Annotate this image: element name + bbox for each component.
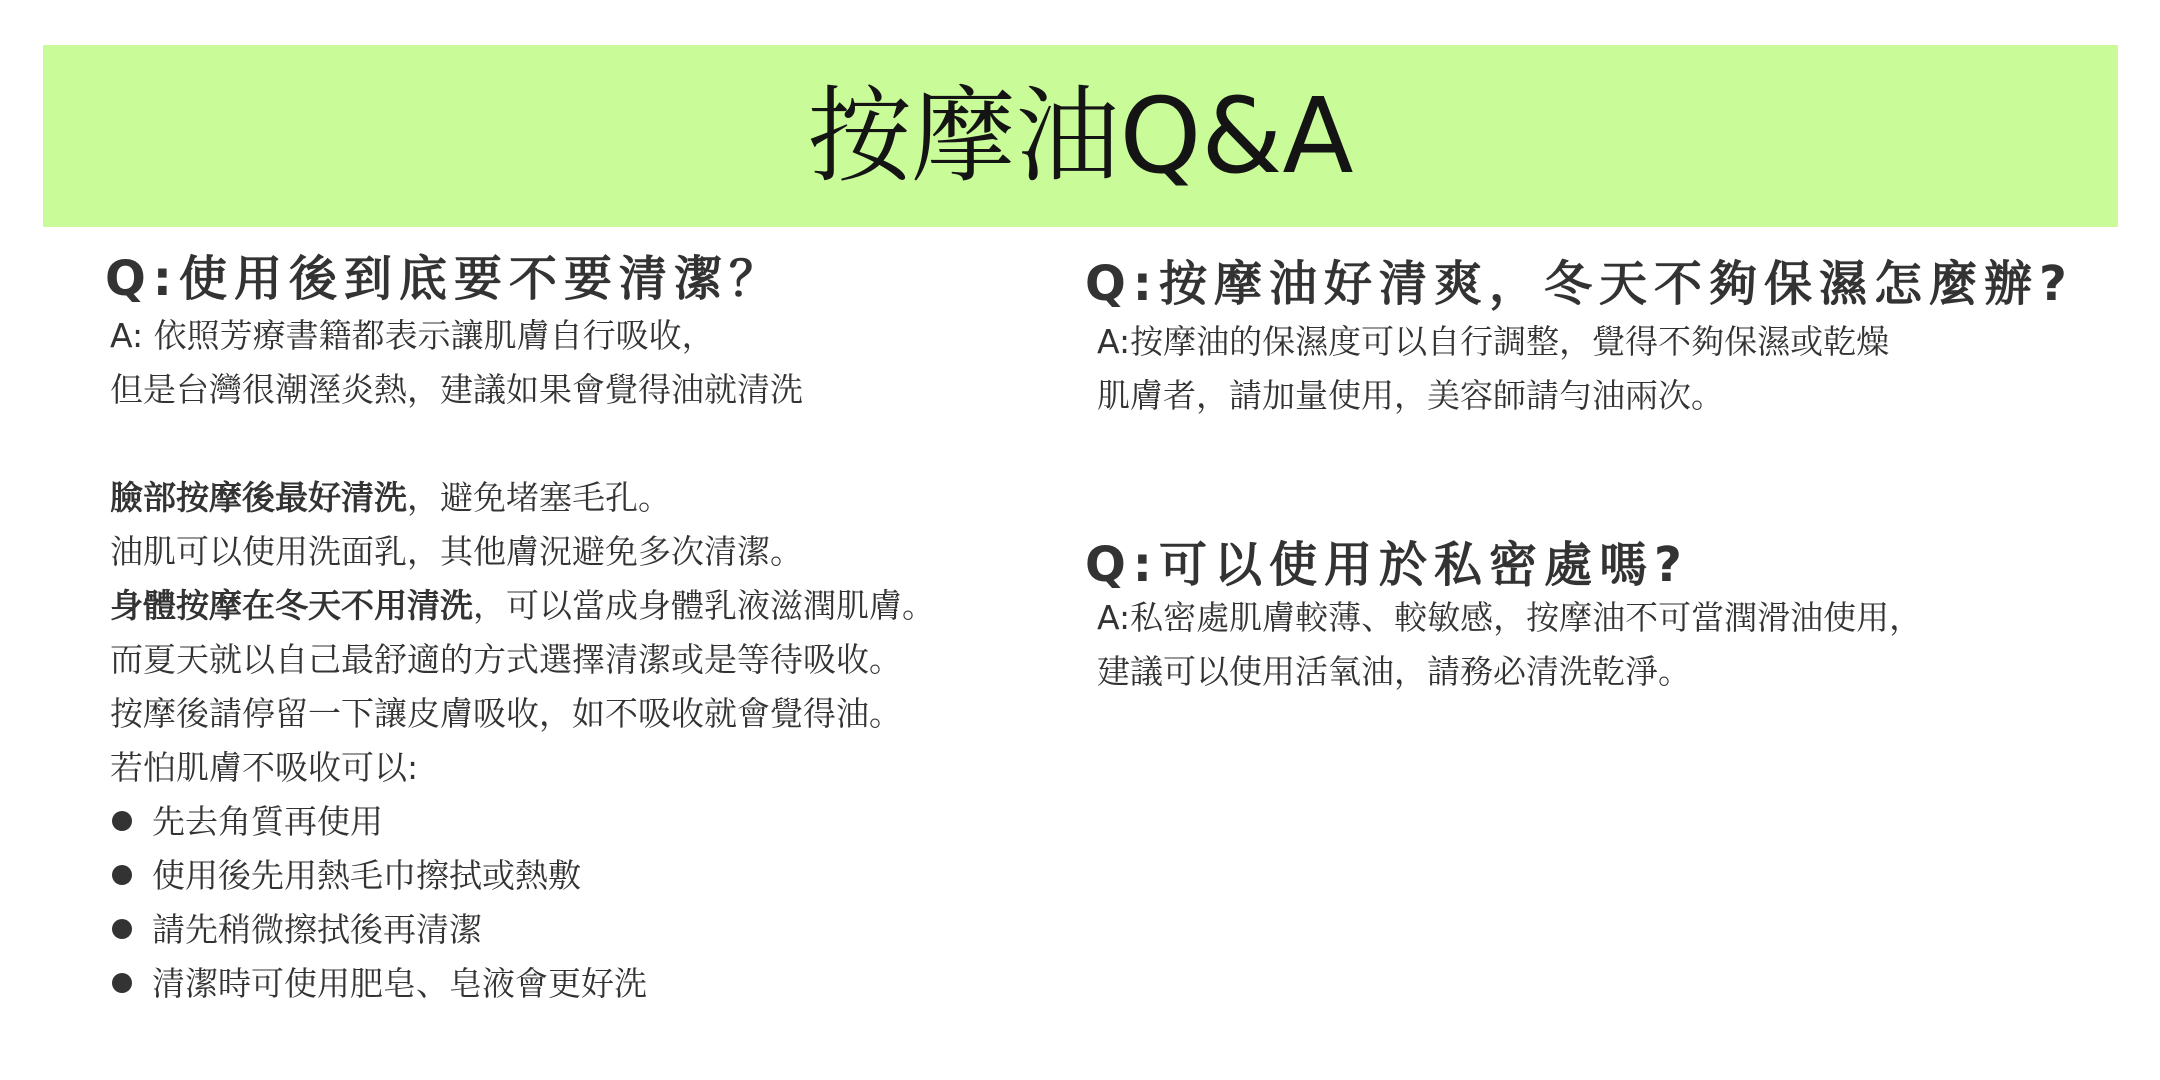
bullet-item [110,794,935,848]
answer-text: 按摩後請停留一下讓皮膚吸收，如不吸收就會覺得油。 [110,693,902,733]
answer-text: 油肌可以使用洗面乳，其他膚況避免多次清潔。 [110,531,803,571]
answer-moisture [1097,314,1889,422]
answer-text: ，避免堵塞毛孔。 [407,477,671,517]
answer-line: 肌膚者，請加量使用，美容師請勻油兩次。 [1097,375,1724,415]
answer-cleaning [110,308,935,1010]
answer-line: A:按摩油的保濕度可以自行調整，覺得不夠保濕或乾燥 [1097,321,1890,361]
bullet-item [110,848,935,902]
answer-line [110,632,935,686]
answer-text: 但是台灣很潮溼炎熱，建議如果會覺得油就清洗 [110,369,803,409]
bullet-icon [112,919,132,939]
answer-line [110,470,935,524]
answer-line [110,524,935,578]
answer-text: 若怕肌膚不吸收可以: [110,747,419,787]
answer-text: ，可以當成身體乳液滋潤肌膚。 [473,585,935,625]
answer-line [110,308,935,362]
question-cleaning: Q:使用後到底要不要清潔？ [105,251,785,307]
answer-intimate [1097,590,1922,698]
answer-text: A: 依照芳療書籍都表示讓肌膚自行吸收， [110,315,715,355]
answer-line [110,686,935,740]
answer-line [110,740,935,794]
bullet-item [110,956,935,1010]
answer-line [110,362,935,416]
answer-line: A:私密處肌膚較薄、較敏感，按摩油不可當潤滑油使用， [1097,597,1923,637]
title-banner [43,45,2118,227]
blank-line [110,416,935,470]
question-intimate: Q:可以使用於私密處嗎? [1085,537,1689,593]
bullet-text: 清潔時可使用肥皂、皂液會更好洗 [152,963,647,1003]
question-moisture: Q:按摩油好清爽，冬天不夠保濕怎麼辦? [1085,256,2074,312]
bullet-text: 先去角質再使用 [152,801,383,841]
answer-line: 建議可以使用活氧油，請務必清洗乾淨。 [1097,651,1691,691]
page-title: 按摩油Q&A [807,75,1354,197]
emphasis-text: 身體按摩在冬天不用清洗 [110,585,473,625]
emphasis-text: 臉部按摩後最好清洗 [110,477,407,517]
answer-text: 而夏天就以自己最舒適的方式選擇清潔或是等待吸收。 [110,639,902,679]
bullet-text: 請先稍微擦拭後再清潔 [152,909,482,949]
bullet-item [110,902,935,956]
bullet-icon [112,973,132,993]
bullet-icon [112,865,132,885]
bullet-icon [112,811,132,831]
answer-line [110,578,935,632]
bullet-text: 使用後先用熱毛巾擦拭或熱敷 [152,855,581,895]
